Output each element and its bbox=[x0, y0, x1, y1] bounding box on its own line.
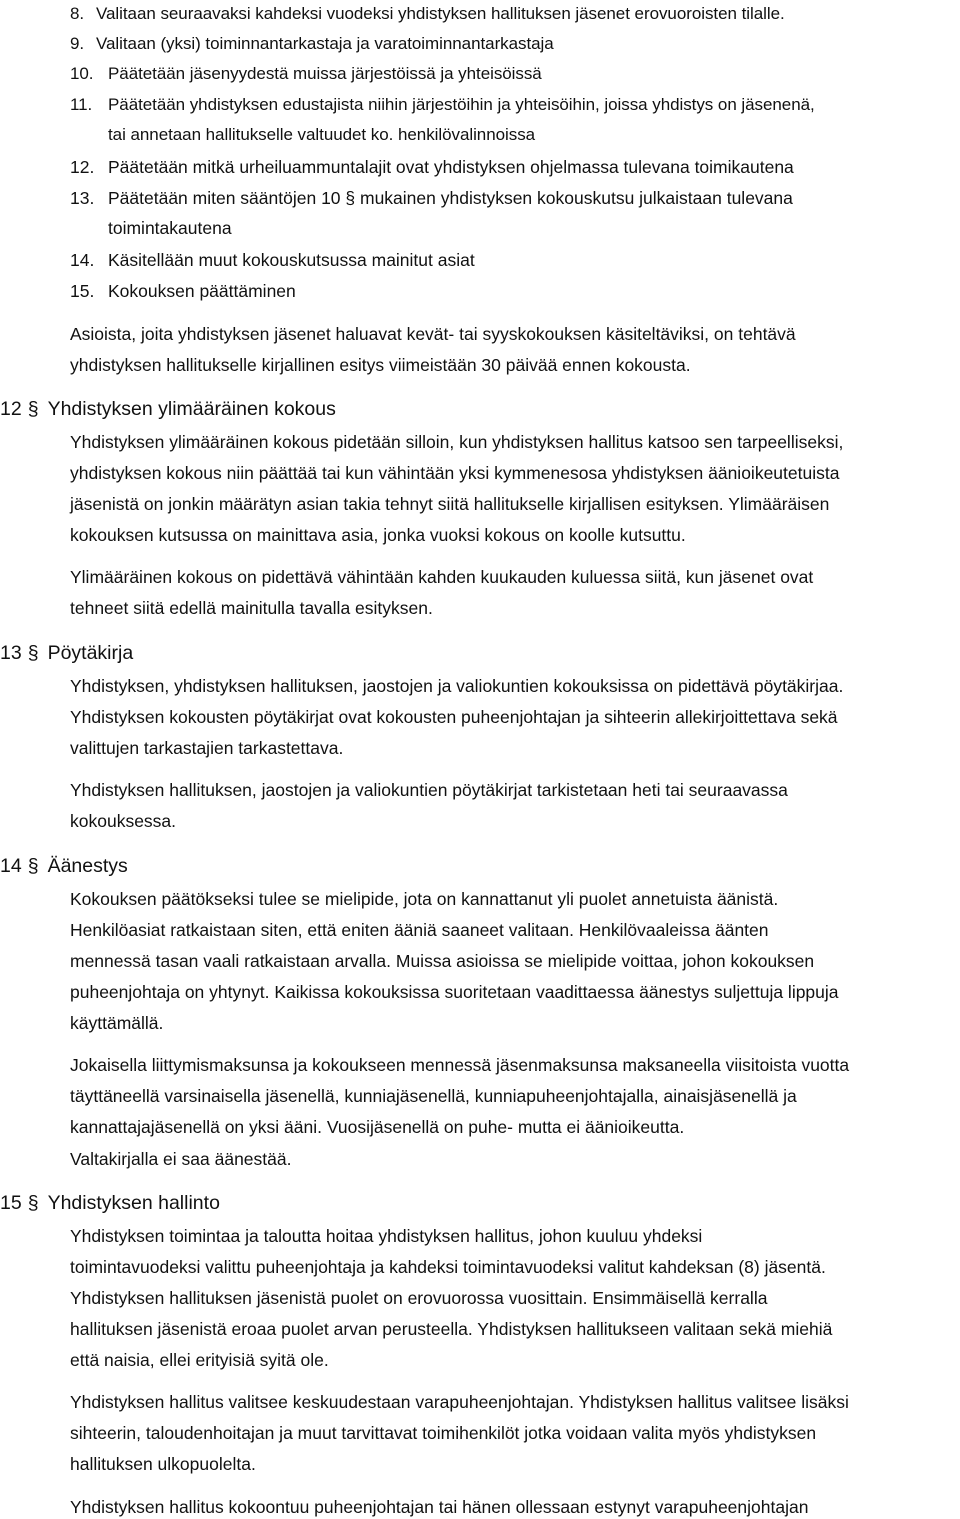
list-item-number: 9. bbox=[70, 34, 85, 53]
list-item-number: 12. bbox=[70, 157, 95, 177]
list-item bbox=[70, 187, 793, 209]
paragraph-line: Yhdistyksen ylimääräinen kokous pidetään silloin, kun yhdistyksen hallitus katsoo sen tarpeelliseksi, bbox=[70, 432, 844, 452]
list-item bbox=[70, 249, 475, 271]
paragraph-line: Valtakirjalla ei saa äänestää. bbox=[70, 1149, 292, 1169]
paragraph-line: Kokouksen päätökseksi tulee se mielipide, jota on kannattanut yli puolet annetuista äänistä. bbox=[70, 889, 779, 909]
section-symbol: § bbox=[27, 398, 39, 420]
section-heading bbox=[0, 397, 336, 421]
section-symbol: § bbox=[27, 1192, 39, 1214]
section-number: 15 bbox=[0, 1192, 22, 1214]
paragraph-line: Yhdistyksen kokousten pöytäkirjat ovat kokousten puheenjohtajan ja sihteerin allekirjoittettava sekä bbox=[70, 707, 838, 727]
list-item bbox=[70, 94, 815, 116]
paragraph-line: täyttäneellä varsinaisella jäsenellä, kunniajäsenellä, kunniapuheenjohtajalla, ainaisjäsenellä ja bbox=[70, 1086, 797, 1106]
section-number: 14 bbox=[0, 855, 22, 877]
list-item-text: Päätetään miten sääntöjen 10 § mukainen yhdistyksen kokouskutsu julkaistaan tulevana bbox=[108, 188, 793, 208]
paragraph-line: hallituksen ulkopuolelta. bbox=[70, 1454, 256, 1474]
section-heading bbox=[0, 1191, 220, 1215]
list-item-number: 10. bbox=[70, 64, 94, 83]
list-item-text: Päätetään jäsenyydestä muissa järjestöissä ja yhteisöissä bbox=[108, 64, 542, 83]
section-title: Pöytäkirja bbox=[47, 642, 134, 664]
section-title: Yhdistyksen ylimääräinen kokous bbox=[47, 398, 336, 420]
list-item-continuation: toimintakautena bbox=[108, 218, 232, 238]
paragraph-line: Ylimääräinen kokous on pidettävä vähintään kahden kuukauden kuluessa siitä, kun jäsenet ovat bbox=[70, 567, 814, 587]
paragraph-line: toimintavuodeksi valittu puheenjohtaja ja kahdeksi toimintavuodeksi valitut kahdeksan (8) jäsentä. bbox=[70, 1257, 826, 1277]
paragraph-line: puheenjohtaja on yhtynyt. Kaikissa kokouksissa suoritetaan vaadittaessa äänestys suljettuja lippuja bbox=[70, 982, 839, 1002]
paragraph-line: käyttämällä. bbox=[70, 1013, 164, 1033]
section-number: 13 bbox=[0, 642, 22, 664]
paragraph-line: mennessä tasan vaali ratkaistaan arvalla. Muissa asioissa se mielipide voittaa, johon kokouksen bbox=[70, 951, 815, 971]
section-number: 12 bbox=[0, 398, 22, 420]
list-item bbox=[70, 156, 794, 178]
section-title: Yhdistyksen hallinto bbox=[47, 1192, 220, 1214]
paragraph-line: kokouksessa. bbox=[70, 811, 177, 831]
section-symbol: § bbox=[27, 642, 39, 664]
paragraph-line: Henkilöasiat ratkaistaan siten, että eniten ääniä saaneet valitaan. Henkilövaaleissa äänten bbox=[70, 920, 769, 940]
section-symbol: § bbox=[27, 855, 39, 877]
paragraph-line: Yhdistyksen toimintaa ja taloutta hoitaa yhdistyksen hallitus, johon kuuluu yhdeksi bbox=[70, 1226, 703, 1246]
list-item-text: Päätetään mitkä urheiluammuntalajit ovat yhdistyksen ohjelmassa tulevana toimikautena bbox=[108, 157, 794, 177]
list-item-text: Kokouksen päättäminen bbox=[108, 281, 296, 301]
paragraph-line: valittujen tarkastajien tarkastettava. bbox=[70, 738, 344, 758]
paragraph-line: kannattajajäsenellä on yksi ääni. Vuosijäsenellä on puhe- mutta ei äänioikeutta. bbox=[70, 1117, 685, 1137]
section-heading bbox=[0, 641, 133, 665]
paragraph-line: Asioista, joita yhdistyksen jäsenet haluavat kevät- tai syyskokouksen käsiteltäviksi, on tehtävä bbox=[70, 324, 796, 344]
list-item-continuation: tai annetaan hallitukselle valtuudet ko. henkilövalinnoissa bbox=[108, 125, 536, 144]
paragraph-line: Yhdistyksen, yhdistyksen hallituksen, jaostojen ja valiokuntien kokouksissa on pidettävä pöytäkirjaa. bbox=[70, 676, 844, 696]
section-heading bbox=[0, 854, 128, 878]
list-item bbox=[70, 63, 542, 85]
paragraph-line: yhdistyksen hallitukselle kirjallinen esitys viimeistään 30 päivää ennen kokousta. bbox=[70, 355, 691, 375]
list-item-number: 14. bbox=[70, 250, 95, 270]
paragraph-line: Yhdistyksen hallituksen jäsenistä puolet on erovuorossa vuosittain. Ensimmäisellä kerralla bbox=[70, 1288, 768, 1308]
list-item bbox=[70, 33, 554, 55]
paragraph-line: yhdistyksen kokous niin päättää tai kun vähintään yksi kymmenesosa yhdistyksen äänioikeutetuista bbox=[70, 463, 840, 483]
paragraph-line: kokouksen kutsussa on mainittava asia, jonka vuoksi kokous on koolle kutsuttu. bbox=[70, 525, 686, 545]
paragraph-line: Yhdistyksen hallituksen, jaostojen ja valiokuntien pöytäkirjat tarkistetaan heti tai seuraavassa bbox=[70, 780, 788, 800]
list-item-text: Päätetään yhdistyksen edustajista niihin järjestöihin ja yhteisöihin, joissa yhdistys on jäsenenä, bbox=[108, 95, 815, 114]
paragraph-line: hallituksen jäsenistä eroaa puolet arvan perusteella. Yhdistyksen hallitukseen valitaan sekä miehiä bbox=[70, 1319, 833, 1339]
paragraph-line: Yhdistyksen hallitus kokoontuu puheenjohtajan tai hänen ollessaan estynyt varapuheenjohtajan bbox=[70, 1497, 809, 1517]
list-item-text: Käsitellään muut kokouskutsussa mainitut asiat bbox=[108, 250, 475, 270]
paragraph-line: sihteerin, taloudenhoitajan ja muut tarvittavat toimihenkilöt jotka voidaan valita myös yhdistyksen bbox=[70, 1423, 817, 1443]
paragraph-line: tehneet siitä edellä mainitulla tavalla esityksen. bbox=[70, 598, 433, 618]
list-item-number: 8. bbox=[70, 4, 85, 23]
paragraph-line: että naisia, ellei erityisiä syitä ole. bbox=[70, 1350, 329, 1370]
list-item-text: Valitaan (yksi) toiminnantarkastaja ja varatoiminnantarkastaja bbox=[96, 34, 554, 53]
paragraph-line: Yhdistyksen hallitus valitsee keskuudestaan varapuheenjohtajan. Yhdistyksen hallitus valitsee lisäksi bbox=[70, 1392, 849, 1412]
list-item-number: 15. bbox=[70, 281, 95, 301]
list-item bbox=[70, 280, 296, 302]
paragraph-line: jäsenistä on jonkin määrätyn asian takia tehnyt siitä hallitukselle kirjallisen esityksen. Ylimääräisen bbox=[70, 494, 830, 514]
paragraph-line: Jokaisella liittymismaksunsa ja kokoukseen mennessä jäsenmaksunsa maksaneella viisitoista vuotta bbox=[70, 1055, 850, 1075]
list-item-number: 11. bbox=[70, 95, 93, 114]
list-item bbox=[70, 3, 785, 25]
section-title: Äänestys bbox=[47, 855, 128, 877]
list-item-number: 13. bbox=[70, 188, 95, 208]
list-item-text: Valitaan seuraavaksi kahdeksi vuodeksi yhdistyksen hallituksen jäsenet erovuoroisten tilalle. bbox=[96, 4, 785, 23]
